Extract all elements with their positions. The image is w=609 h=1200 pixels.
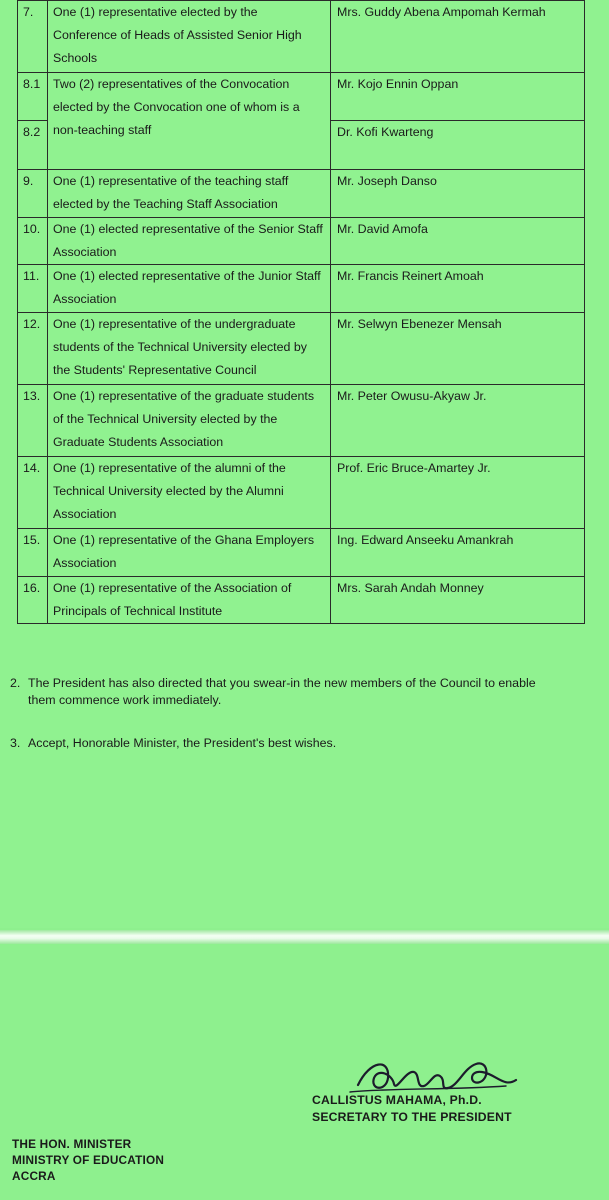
row-description: One (1) representative of the Ghana Employers Association bbox=[48, 529, 331, 577]
member-name: Mrs. Sarah Andah Monney bbox=[331, 577, 585, 624]
row-number: 14. bbox=[18, 457, 48, 529]
row-description: One (1) representative of the graduate students of the Technical University elected by the Graduate Students Association bbox=[48, 385, 331, 457]
paragraph-3 bbox=[10, 735, 595, 752]
member-name: Mr. Peter Owusu-Akyaw Jr. bbox=[331, 385, 585, 457]
member-name-1: Mr. Kojo Ennin Oppan bbox=[337, 77, 459, 91]
addressee-line-1: THE HON. MINISTER bbox=[12, 1137, 132, 1151]
row-description: One (1) representative of the alumni of the Technical University elected by the Alumni Association bbox=[48, 457, 331, 529]
table-row bbox=[18, 1, 585, 73]
row-description: One (1) representative of the teaching staff elected by the Teaching Staff Association bbox=[48, 170, 331, 218]
signatory-name: CALLISTUS MAHAMA, Ph.D. bbox=[312, 1093, 482, 1107]
row-number-sub-2: 8.2 bbox=[17, 120, 48, 144]
signatory-title: SECRETARY TO THE PRESIDENT bbox=[312, 1110, 512, 1124]
addressee-line-3: ACCRA bbox=[12, 1169, 56, 1183]
member-name: Ing. Edward Anseeku Amankrah bbox=[331, 529, 585, 577]
table-row bbox=[18, 385, 585, 457]
council-members-table bbox=[17, 0, 585, 624]
row-description: One (1) representative elected by the Conference of Heads of Assisted Senior High Schools bbox=[48, 1, 331, 73]
row-number: 11. bbox=[18, 265, 48, 313]
row-description: Two (2) representatives of the Convocation elected by the Convocation one of whom is a non-teaching staff bbox=[48, 73, 331, 170]
row-number: 7. bbox=[18, 1, 48, 73]
row-number-sub-1: 8.1 bbox=[23, 77, 41, 91]
paragraph-2 bbox=[10, 675, 595, 709]
paragraph-text: Accept, Honorable Minister, the President's best wishes. bbox=[28, 736, 337, 750]
row-description: One (1) elected representative of the Junior Staff Association bbox=[48, 265, 331, 313]
table-row bbox=[18, 313, 585, 385]
table-row bbox=[18, 73, 585, 170]
member-name: Mr. Selwyn Ebenezer Mensah bbox=[331, 313, 585, 385]
paragraph-2-line-1 bbox=[10, 675, 595, 692]
paragraph-2-line-2: them commence work immediately. bbox=[28, 693, 222, 707]
paragraph-number: 2. bbox=[10, 676, 21, 690]
paragraph-text: The President has also directed that you swear-in the new members of the Council to enable bbox=[28, 676, 536, 690]
row-description: One (1) representative of the undergraduate students of the Technical University elected by the Students' Representative Council bbox=[48, 313, 331, 385]
row-description: One (1) representative of the Association of Principals of Technical Institute bbox=[48, 577, 331, 624]
table-row bbox=[18, 265, 585, 313]
row-description: One (1) elected representative of the Senior Staff Association bbox=[48, 218, 331, 265]
addressee-line-2: MINISTRY OF EDUCATION bbox=[12, 1153, 165, 1167]
member-name bbox=[331, 73, 585, 170]
member-name-2: Dr. Kofi Kwarteng bbox=[331, 120, 585, 144]
row-number bbox=[18, 73, 48, 170]
table-row bbox=[18, 457, 585, 529]
row-number: 12. bbox=[18, 313, 48, 385]
row-number: 9. bbox=[18, 170, 48, 218]
row-number: 15. bbox=[18, 529, 48, 577]
member-name: Mrs. Guddy Abena Ampomah Kermah bbox=[331, 1, 585, 73]
page-fold-seam bbox=[0, 930, 609, 944]
row-number: 13. bbox=[18, 385, 48, 457]
member-name: Mr. Francis Reinert Amoah bbox=[331, 265, 585, 313]
member-name: Prof. Eric Bruce-Amartey Jr. bbox=[331, 457, 585, 529]
row-number: 10. bbox=[18, 218, 48, 265]
table-row bbox=[18, 218, 585, 265]
paragraph-number: 3. bbox=[10, 736, 21, 750]
member-name: Mr. Joseph Danso bbox=[331, 170, 585, 218]
table-row bbox=[18, 577, 585, 624]
table-row bbox=[18, 170, 585, 218]
row-number: 16. bbox=[18, 577, 48, 624]
table-row bbox=[18, 529, 585, 577]
member-name: Mr. David Amofa bbox=[331, 218, 585, 265]
